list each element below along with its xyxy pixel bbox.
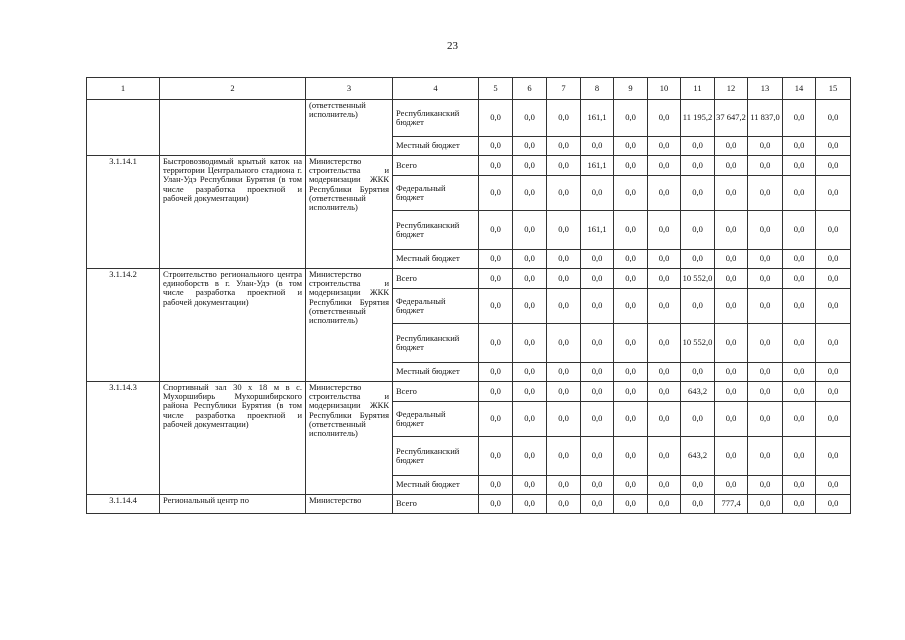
funding-source: Республиканский бюджет <box>393 211 479 250</box>
value-cell: 0,0 <box>513 289 547 324</box>
value-cell: 0,0 <box>614 250 648 269</box>
value-cell: 0,0 <box>614 495 648 514</box>
item-code <box>87 100 160 156</box>
value-cell: 0,0 <box>783 100 816 137</box>
value-cell: 0,0 <box>479 382 513 402</box>
value-cell: 0,0 <box>816 437 851 476</box>
value-cell: 0,0 <box>479 402 513 437</box>
value-cell: 0,0 <box>715 363 748 382</box>
value-cell: 0,0 <box>681 176 715 211</box>
value-cell: 0,0 <box>581 324 614 363</box>
value-cell: 0,0 <box>581 476 614 495</box>
item-code: 3.1.14.3 <box>87 382 160 495</box>
value-cell: 0,0 <box>783 211 816 250</box>
value-cell: 0,0 <box>748 289 783 324</box>
funding-source: Местный бюджет <box>393 250 479 269</box>
column-header: 15 <box>816 78 851 100</box>
value-cell: 0,0 <box>816 324 851 363</box>
column-header: 8 <box>581 78 614 100</box>
value-cell: 0,0 <box>547 269 581 289</box>
item-executor: Министерство строительства и модернизации ЖКК Республики Бурятия (ответственный исполнитель) <box>306 156 393 269</box>
value-cell: 0,0 <box>614 476 648 495</box>
funding-source: Всего <box>393 495 479 514</box>
column-header: 12 <box>715 78 748 100</box>
column-header: 3 <box>306 78 393 100</box>
value-cell: 777,4 <box>715 495 748 514</box>
value-cell: 0,0 <box>581 250 614 269</box>
page-number: 23 <box>447 40 458 52</box>
value-cell: 0,0 <box>648 476 681 495</box>
value-cell: 0,0 <box>648 137 681 156</box>
value-cell: 0,0 <box>648 269 681 289</box>
value-cell: 0,0 <box>581 137 614 156</box>
value-cell: 0,0 <box>715 437 748 476</box>
value-cell: 0,0 <box>816 269 851 289</box>
value-cell: 0,0 <box>513 363 547 382</box>
value-cell: 0,0 <box>748 269 783 289</box>
value-cell: 0,0 <box>816 382 851 402</box>
value-cell: 643,2 <box>681 437 715 476</box>
item-code: 3.1.14.4 <box>87 495 160 514</box>
value-cell: 0,0 <box>513 100 547 137</box>
value-cell: 0,0 <box>681 476 715 495</box>
table-row <box>87 382 851 402</box>
value-cell: 0,0 <box>614 289 648 324</box>
value-cell: 0,0 <box>513 382 547 402</box>
value-cell: 0,0 <box>816 476 851 495</box>
value-cell: 0,0 <box>614 137 648 156</box>
value-cell: 0,0 <box>748 495 783 514</box>
value-cell: 0,0 <box>715 324 748 363</box>
value-cell: 0,0 <box>479 495 513 514</box>
value-cell: 0,0 <box>614 156 648 176</box>
header-row <box>87 78 851 100</box>
value-cell: 0,0 <box>783 363 816 382</box>
value-cell: 0,0 <box>783 495 816 514</box>
value-cell: 0,0 <box>816 137 851 156</box>
value-cell: 0,0 <box>715 137 748 156</box>
funding-source: Всего <box>393 269 479 289</box>
table-row <box>87 495 851 514</box>
value-cell: 11 195,2 <box>681 100 715 137</box>
value-cell: 0,0 <box>816 156 851 176</box>
column-header: 2 <box>160 78 306 100</box>
value-cell: 0,0 <box>513 211 547 250</box>
value-cell: 0,0 <box>581 402 614 437</box>
item-name <box>160 100 306 156</box>
item-executor: (ответственный исполнитель) <box>306 100 393 156</box>
value-cell: 0,0 <box>614 324 648 363</box>
value-cell: 0,0 <box>748 137 783 156</box>
value-cell: 0,0 <box>547 137 581 156</box>
funding-source: Федеральный бюджет <box>393 289 479 324</box>
value-cell: 0,0 <box>648 100 681 137</box>
item-executor: Министерство строительства и модернизации ЖКК Республики Бурятия (ответственный исполнитель) <box>306 269 393 382</box>
value-cell: 0,0 <box>681 250 715 269</box>
item-code: 3.1.14.2 <box>87 269 160 382</box>
column-header: 9 <box>614 78 648 100</box>
value-cell: 0,0 <box>581 289 614 324</box>
value-cell: 0,0 <box>748 476 783 495</box>
value-cell: 0,0 <box>748 211 783 250</box>
value-cell: 0,0 <box>614 176 648 211</box>
value-cell: 0,0 <box>479 363 513 382</box>
column-header: 5 <box>479 78 513 100</box>
value-cell: 0,0 <box>513 437 547 476</box>
value-cell: 0,0 <box>547 250 581 269</box>
value-cell: 0,0 <box>715 211 748 250</box>
value-cell: 0,0 <box>547 402 581 437</box>
value-cell: 161,1 <box>581 100 614 137</box>
value-cell: 0,0 <box>715 402 748 437</box>
value-cell: 0,0 <box>783 402 816 437</box>
value-cell: 0,0 <box>581 176 614 211</box>
value-cell: 0,0 <box>783 324 816 363</box>
table-row <box>87 100 851 137</box>
funding-source: Республиканский бюджет <box>393 100 479 137</box>
value-cell: 10 552,0 <box>681 324 715 363</box>
value-cell: 0,0 <box>614 269 648 289</box>
value-cell: 0,0 <box>614 363 648 382</box>
value-cell: 37 647,2 <box>715 100 748 137</box>
column-header: 6 <box>513 78 547 100</box>
item-code: 3.1.14.1 <box>87 156 160 269</box>
value-cell: 0,0 <box>513 156 547 176</box>
funding-source: Местный бюджет <box>393 476 479 495</box>
value-cell: 0,0 <box>783 476 816 495</box>
value-cell: 0,0 <box>783 382 816 402</box>
value-cell: 0,0 <box>547 156 581 176</box>
value-cell: 0,0 <box>783 176 816 211</box>
value-cell: 0,0 <box>748 363 783 382</box>
value-cell: 0,0 <box>547 324 581 363</box>
value-cell: 0,0 <box>513 250 547 269</box>
value-cell: 0,0 <box>715 476 748 495</box>
funding-source: Республиканский бюджет <box>393 437 479 476</box>
value-cell: 0,0 <box>816 176 851 211</box>
item-name: Быстровозводимый крытый каток на территории Центрального стадиона г. Улан-Удэ Республики Бурятия (в том числе разработка проектной и рабочей документации) <box>160 156 306 269</box>
item-executor: Министерство строительства и модернизации ЖКК Республики Бурятия (ответственный исполнитель) <box>306 382 393 495</box>
funding-source: Всего <box>393 382 479 402</box>
column-header: 14 <box>783 78 816 100</box>
value-cell: 0,0 <box>513 324 547 363</box>
value-cell: 0,0 <box>479 476 513 495</box>
value-cell: 0,0 <box>614 382 648 402</box>
value-cell: 0,0 <box>547 100 581 137</box>
item-name: Региональный центр по <box>160 495 306 514</box>
value-cell: 0,0 <box>479 100 513 137</box>
value-cell: 0,0 <box>715 156 748 176</box>
value-cell: 0,0 <box>816 363 851 382</box>
value-cell: 0,0 <box>614 100 648 137</box>
value-cell: 0,0 <box>547 476 581 495</box>
value-cell: 0,0 <box>648 176 681 211</box>
value-cell: 0,0 <box>513 495 547 514</box>
column-header: 1 <box>87 78 160 100</box>
value-cell: 0,0 <box>513 476 547 495</box>
value-cell: 0,0 <box>513 402 547 437</box>
value-cell: 0,0 <box>614 211 648 250</box>
table-row <box>87 269 851 289</box>
item-name: Спортивный зал 30 х 18 м в с. Мухоршибирь Мухоршибирского района Республики Бурятия (в том числе разработка проектной и рабочей документации) <box>160 382 306 495</box>
funding-source: Местный бюджет <box>393 363 479 382</box>
value-cell: 0,0 <box>479 211 513 250</box>
value-cell: 0,0 <box>816 100 851 137</box>
value-cell: 0,0 <box>648 156 681 176</box>
value-cell: 0,0 <box>547 437 581 476</box>
value-cell: 0,0 <box>547 495 581 514</box>
value-cell: 0,0 <box>715 269 748 289</box>
value-cell: 0,0 <box>648 289 681 324</box>
value-cell: 0,0 <box>816 495 851 514</box>
value-cell: 0,0 <box>748 382 783 402</box>
value-cell: 0,0 <box>479 137 513 156</box>
value-cell: 0,0 <box>513 137 547 156</box>
value-cell: 0,0 <box>715 289 748 324</box>
value-cell: 161,1 <box>581 156 614 176</box>
value-cell: 0,0 <box>648 495 681 514</box>
value-cell: 643,2 <box>681 382 715 402</box>
column-header: 13 <box>748 78 783 100</box>
value-cell: 0,0 <box>748 324 783 363</box>
value-cell: 0,0 <box>547 363 581 382</box>
value-cell: 0,0 <box>783 156 816 176</box>
value-cell: 0,0 <box>748 176 783 211</box>
value-cell: 0,0 <box>816 250 851 269</box>
funding-source: Федеральный бюджет <box>393 402 479 437</box>
value-cell: 0,0 <box>479 437 513 476</box>
funding-source: Местный бюджет <box>393 137 479 156</box>
value-cell: 0,0 <box>581 437 614 476</box>
value-cell: 0,0 <box>648 324 681 363</box>
value-cell: 0,0 <box>648 437 681 476</box>
value-cell: 0,0 <box>783 437 816 476</box>
value-cell: 0,0 <box>681 289 715 324</box>
value-cell: 0,0 <box>513 176 547 211</box>
value-cell: 0,0 <box>816 402 851 437</box>
value-cell: 0,0 <box>715 250 748 269</box>
value-cell: 0,0 <box>783 250 816 269</box>
value-cell: 0,0 <box>648 363 681 382</box>
value-cell: 0,0 <box>479 250 513 269</box>
value-cell: 0,0 <box>816 289 851 324</box>
value-cell: 0,0 <box>581 382 614 402</box>
value-cell: 0,0 <box>681 402 715 437</box>
column-header: 10 <box>648 78 681 100</box>
value-cell: 0,0 <box>547 176 581 211</box>
value-cell: 0,0 <box>479 176 513 211</box>
funding-source: Всего <box>393 156 479 176</box>
value-cell: 0,0 <box>648 382 681 402</box>
value-cell: 0,0 <box>581 495 614 514</box>
column-header: 4 <box>393 78 479 100</box>
budget-table <box>86 77 851 514</box>
value-cell: 0,0 <box>547 211 581 250</box>
funding-source: Республиканский бюджет <box>393 324 479 363</box>
value-cell: 0,0 <box>513 269 547 289</box>
column-header: 7 <box>547 78 581 100</box>
value-cell: 0,0 <box>748 437 783 476</box>
value-cell: 0,0 <box>479 269 513 289</box>
value-cell: 0,0 <box>581 363 614 382</box>
value-cell: 11 837,0 <box>748 100 783 137</box>
value-cell: 0,0 <box>547 382 581 402</box>
column-header: 11 <box>681 78 715 100</box>
value-cell: 0,0 <box>783 269 816 289</box>
item-name: Строительство регионального центра единоборств в г. Улан-Удэ (в том числе разработка проектной и рабочей документации) <box>160 269 306 382</box>
value-cell: 0,0 <box>681 156 715 176</box>
value-cell: 0,0 <box>547 289 581 324</box>
value-cell: 0,0 <box>681 363 715 382</box>
value-cell: 0,0 <box>681 137 715 156</box>
value-cell: 0,0 <box>648 250 681 269</box>
value-cell: 0,0 <box>479 156 513 176</box>
value-cell: 0,0 <box>715 176 748 211</box>
value-cell: 0,0 <box>581 269 614 289</box>
value-cell: 0,0 <box>681 495 715 514</box>
value-cell: 0,0 <box>614 437 648 476</box>
value-cell: 0,0 <box>614 402 648 437</box>
value-cell: 0,0 <box>748 402 783 437</box>
value-cell: 0,0 <box>748 250 783 269</box>
table-row <box>87 156 851 176</box>
value-cell: 0,0 <box>783 289 816 324</box>
value-cell: 0,0 <box>681 211 715 250</box>
value-cell: 10 552,0 <box>681 269 715 289</box>
value-cell: 0,0 <box>648 402 681 437</box>
value-cell: 0,0 <box>748 156 783 176</box>
value-cell: 0,0 <box>479 289 513 324</box>
value-cell: 0,0 <box>816 211 851 250</box>
value-cell: 161,1 <box>581 211 614 250</box>
value-cell: 0,0 <box>648 211 681 250</box>
value-cell: 0,0 <box>783 137 816 156</box>
item-executor: Министерство <box>306 495 393 514</box>
funding-source: Федеральный бюджет <box>393 176 479 211</box>
value-cell: 0,0 <box>479 324 513 363</box>
value-cell: 0,0 <box>715 382 748 402</box>
